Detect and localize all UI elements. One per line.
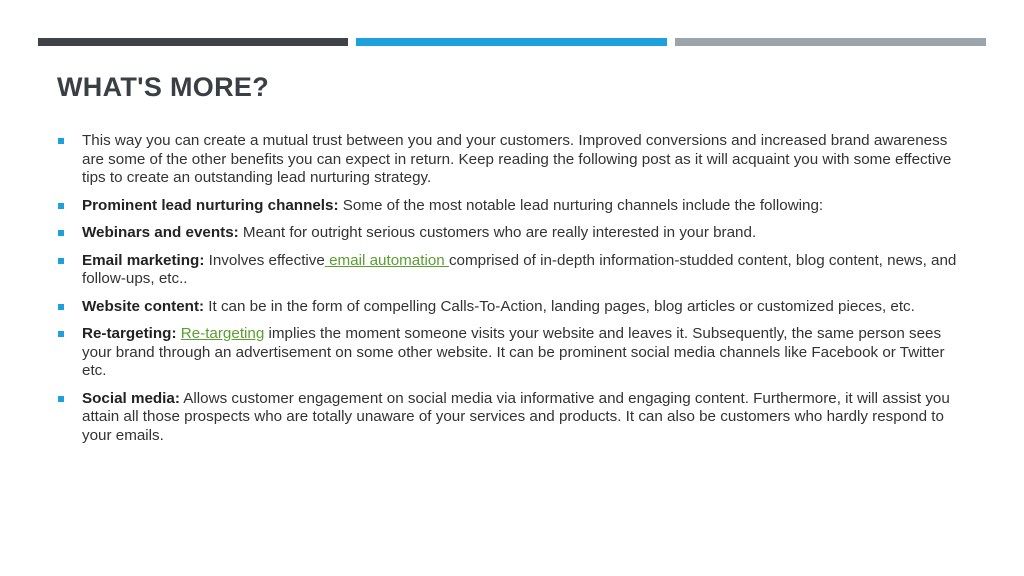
accent-bar-blue (356, 38, 667, 46)
bullet-lead: Prominent lead nurturing channels: (82, 196, 339, 214)
square-bullet-icon (58, 138, 64, 144)
square-bullet-icon (58, 396, 64, 402)
bullet-text: This way you can create a mutual trust between you and your customers. Improved conversions and increased brand awareness are some of the other benefits you can expect in return. Keep reading the following post as it will acquaint you with some effective tips to create an outstanding lead nurturing strategy. (82, 132, 952, 186)
bullet-lead: Social media: (82, 389, 180, 407)
bullet-text: It can be in the form of compelling Calls-To-Action, landing pages, blog articles or customized pieces, etc. (204, 297, 915, 315)
accent-bar-dark (38, 38, 348, 46)
bullet-lead: Email marketing: (82, 251, 205, 269)
header-accent-bars (38, 38, 986, 46)
square-bullet-icon (58, 258, 64, 264)
bullet-text: Some of the most notable lead nurturing channels include the following: (338, 196, 824, 214)
bullet-intro (57, 132, 972, 188)
square-bullet-icon (58, 230, 64, 236)
email-automation-link[interactable]: email automation (324, 251, 449, 269)
bullet-text: Involves effective (204, 251, 325, 269)
bullet-text: Meant for outright serious customers who are really interested in your brand. (238, 224, 757, 241)
bullet-text: implies the moment someone visits your website and leaves it. Subsequently, the same person sees your brand through an advertisement on some other website. It can be prominent social media channels like Facebook or Twitter etc. (82, 325, 945, 379)
bullet-social-media (57, 390, 972, 446)
bullet-list (57, 132, 972, 454)
slide-title: WHAT'S MORE? (57, 72, 269, 102)
bullet-website-content (57, 298, 972, 317)
square-bullet-icon (58, 304, 64, 310)
square-bullet-icon (58, 331, 64, 337)
square-bullet-icon (58, 203, 64, 209)
bullet-retargeting (57, 325, 972, 381)
bullet-text: comprised of in-depth information-studded content, blog content, news, and follow-ups, etc.. (82, 251, 957, 287)
bullet-lead: Website content: (82, 297, 205, 315)
bullet-email-marketing (57, 252, 972, 289)
accent-bar-gray (675, 38, 986, 46)
bullet-text: Allows customer engagement on social media via informative and engaging content. Furthermore, it will assist you attain all those prospects who are totally unaware of your services and products. It can also be customers who hardly respond to your emails. (82, 389, 950, 444)
bullet-webinars (57, 224, 972, 243)
retargeting-link[interactable]: Re-targeting (180, 325, 265, 342)
bullet-lead: Webinars and events: (82, 224, 239, 241)
bullet-lead-nurturing-channels (57, 197, 972, 216)
bullet-lead: Re-targeting: (82, 325, 177, 342)
